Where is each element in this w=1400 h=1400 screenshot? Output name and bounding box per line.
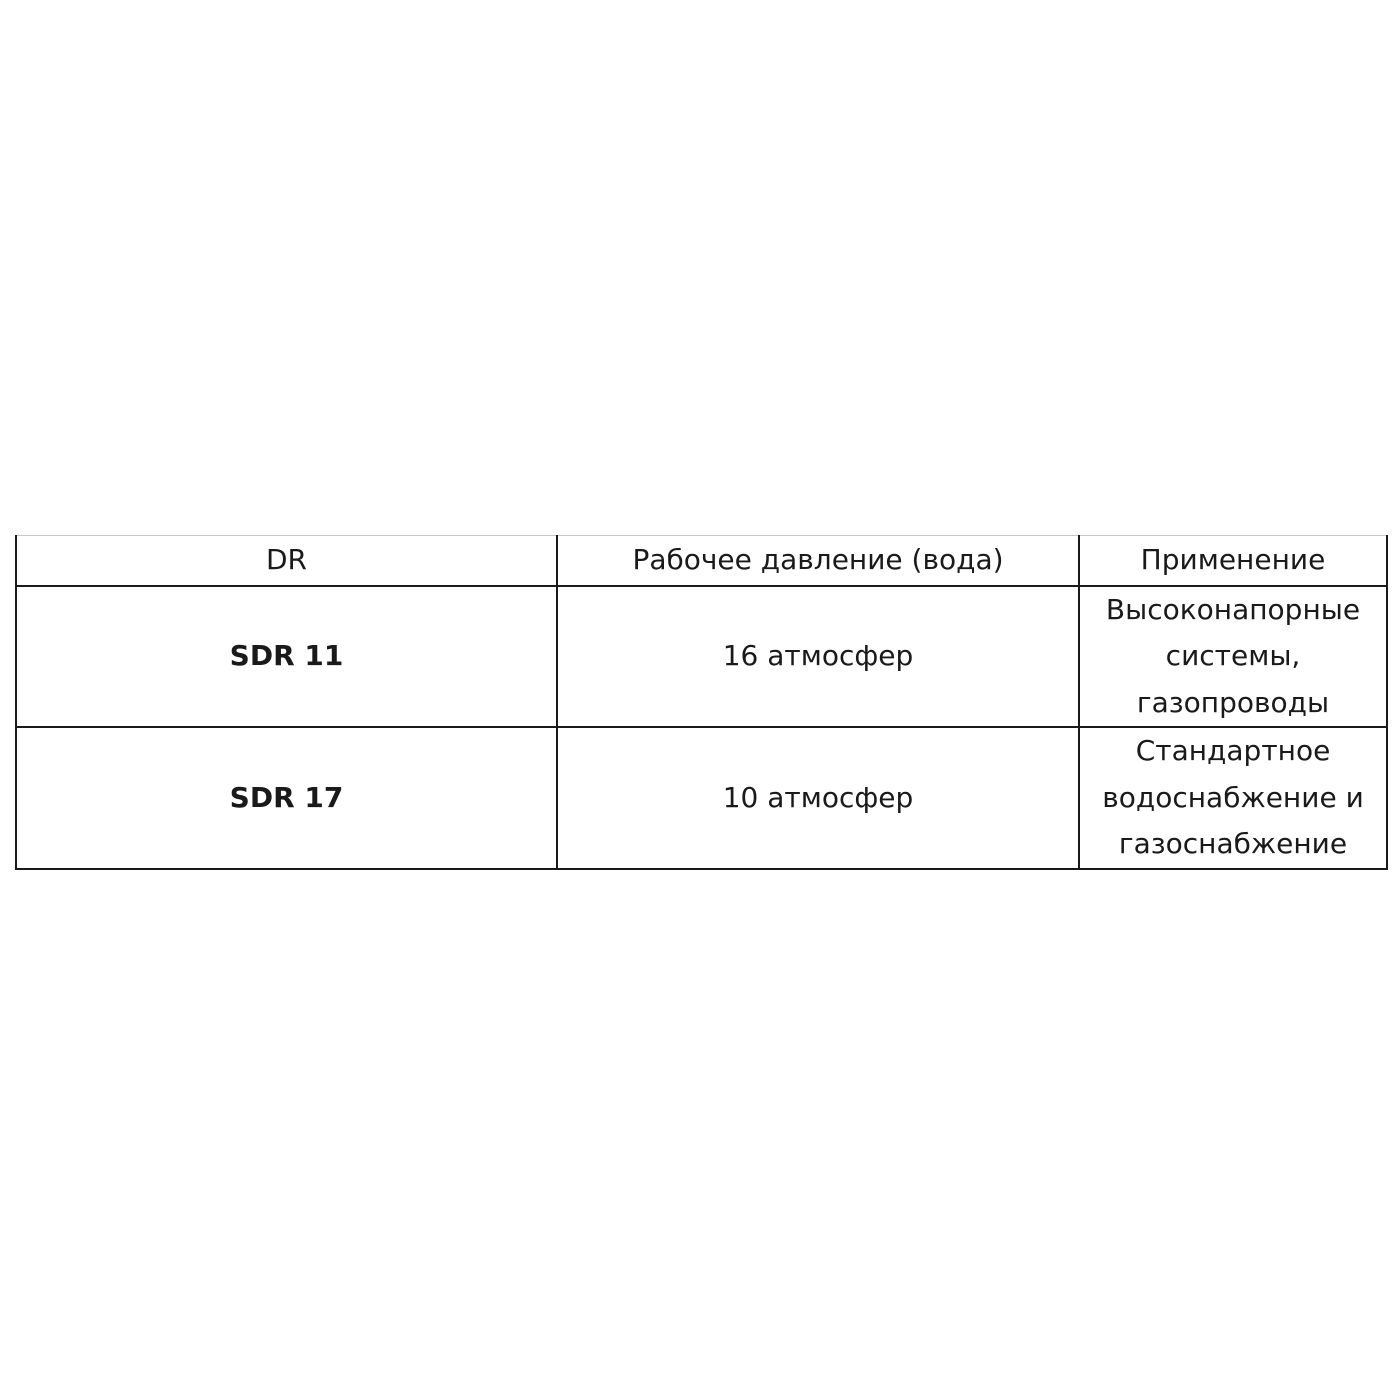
table-header-row — [16, 536, 1387, 586]
application-line: Стандартное — [1135, 734, 1331, 767]
application-line: газоснабжение — [1118, 827, 1348, 860]
cell-pressure: 10 атмосфер — [557, 727, 1079, 869]
cell-dr: SDR 11 — [16, 586, 557, 728]
cell-application — [1079, 586, 1387, 728]
application-line: водоснабжение и — [1102, 780, 1364, 814]
table-row — [16, 586, 1387, 728]
column-header-application: Применение — [1079, 536, 1387, 586]
application-line: системы, — [1165, 639, 1301, 672]
sdr-table-container — [15, 535, 1386, 870]
sdr-pressure-table — [15, 535, 1388, 870]
table-row — [16, 727, 1387, 869]
cell-application — [1079, 727, 1387, 869]
cell-pressure: 16 атмосфер — [557, 586, 1079, 728]
cell-dr: SDR 17 — [16, 727, 557, 869]
column-header-dr: DR — [16, 536, 557, 586]
application-line: газопроводы — [1136, 685, 1330, 719]
column-header-pressure: Рабочее давление (вода) — [557, 536, 1079, 586]
application-line: Высоконапорные — [1105, 592, 1361, 626]
